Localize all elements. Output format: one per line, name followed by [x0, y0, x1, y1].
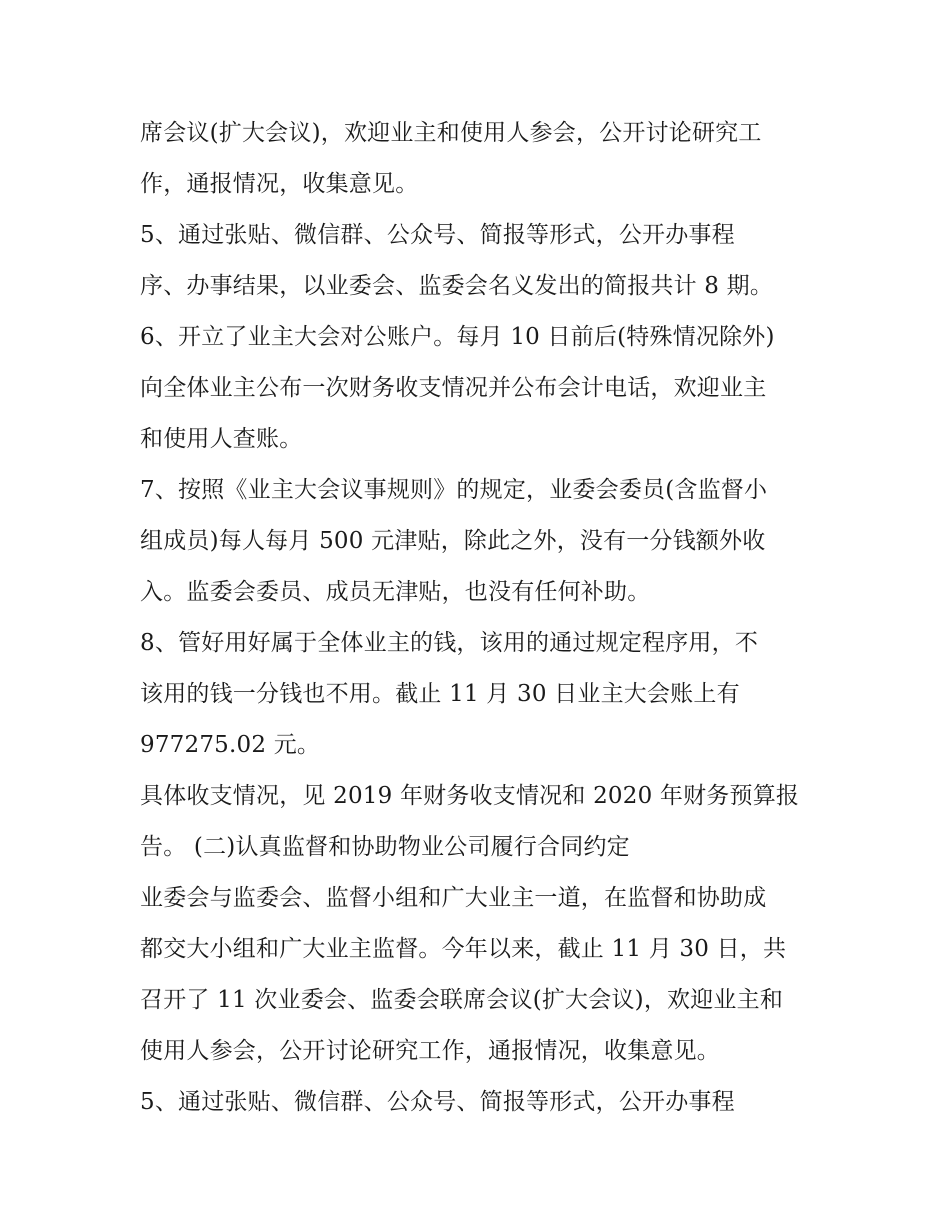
text-line: 6、开立了业主大会对公账户。每月 10 日前后(特殊情况除外) — [140, 324, 775, 350]
text-line: 都交大小组和广大业主监督。今年以来，截止 11 月 30 日，共 — [140, 936, 787, 962]
text-line: 具体收支情况，见 2019 年财务收支情况和 2020 年财务预算报 — [140, 783, 800, 809]
text-line: 席会议(扩大会议)，欢迎业主和使用人参会，公开讨论研究工 — [140, 120, 762, 146]
text-line: 告。 (二)认真监督和协助物业公司履行合同约定 — [140, 834, 630, 860]
text-line: 作，通报情况，收集意见。 — [140, 171, 419, 197]
text-line: 入。监委会委员、成员无津贴，也没有任何补助。 — [140, 579, 651, 605]
text-line: 向全体业主公布一次财务收支情况并公布会计电话，欢迎业主 — [140, 375, 767, 401]
text-line: 组成员)每人每月 500 元津贴，除此之外，没有一分钱额外收 — [140, 528, 766, 554]
text-line: 8、管好用好属于全体业主的钱，该用的通过规定程序用，不 — [140, 630, 759, 656]
document-body — [140, 108, 820, 1128]
text-line: 使用人参会，公开讨论研究工作，通报情况，收集意见。 — [140, 1038, 720, 1064]
text-line: 7、按照《业主大会议事规则》的规定，业委会委员(含监督小 — [140, 477, 768, 503]
text-line: 该用的钱一分钱也不用。截止 11 月 30 日业主大会账上有 — [140, 681, 740, 707]
text-line: 业委会与监委会、监督小组和广大业主一道，在监督和协助成 — [140, 885, 767, 911]
text-line: 5、通过张贴、微信群、公众号、简报等形式，公开办事程 — [140, 222, 735, 248]
text-line: 召开了 11 次业委会、监委会联席会议(扩大会议)，欢迎业主和 — [140, 987, 784, 1013]
text-line: 序、办事结果，以业委会、监委会名义发出的简报共计 8 期。 — [140, 273, 774, 299]
text-line: 和使用人查账。 — [140, 426, 303, 452]
text-line: 5、通过张贴、微信群、公众号、简报等形式，公开办事程 — [140, 1089, 735, 1115]
text-line: 977275.02 元。 — [140, 732, 321, 758]
